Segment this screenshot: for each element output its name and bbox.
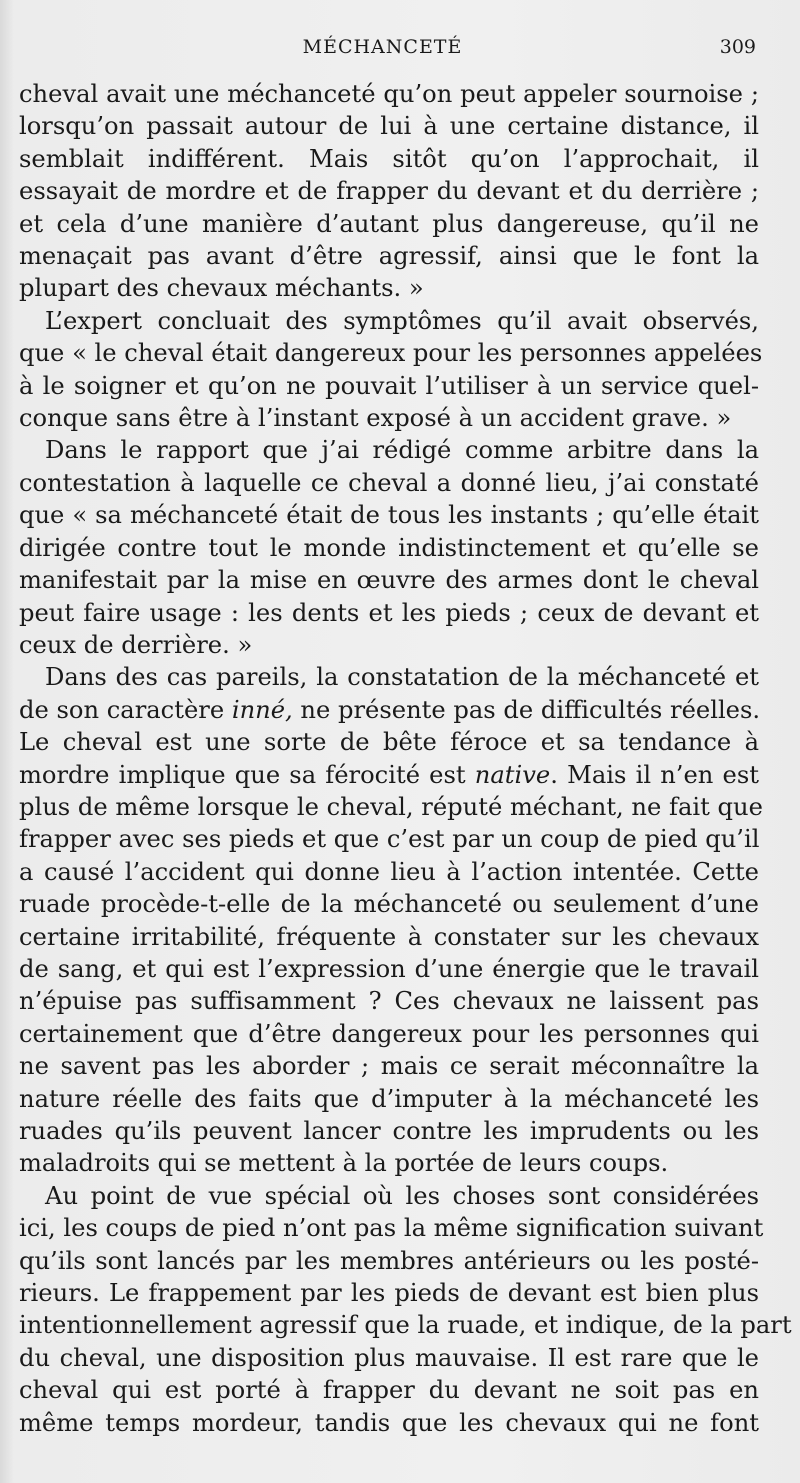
page-number: 309 [719, 36, 756, 58]
text-line: qu’ils sont lancés par les membres antérieurs ou les posté- [19, 1246, 759, 1275]
text-line: L’expert concluait des symptômes qu’il avait observés, [45, 306, 759, 335]
text-line: cheval qui est porté à frapper du devant ne soit pas en [19, 1376, 759, 1405]
text-line: a causé l’accident qui donne lieu à l’action intentée. Cette [19, 857, 759, 886]
text-line: Le cheval est une sorte de bête féroce et sa tendance à [19, 728, 759, 757]
text-line: manifestait par la mise en œuvre des armes dont le cheval [19, 566, 759, 595]
text-line: plupart des chevaux méchants. » [19, 274, 424, 303]
text-line: que « sa méchanceté était de tous les instants ; qu’elle était [19, 501, 759, 530]
text-line: de sang, et qui est l’expression d’une énergie que le travail [19, 954, 759, 983]
text-line: frapper avec ses pieds et que c’est par un coup de pied qu’il [19, 825, 760, 854]
text-line: maladroits qui se mettent à la portée de leurs coups. [19, 1149, 669, 1178]
body-text [19, 78, 792, 1439]
text-line: certainement que d’être dangereux pour les personnes qui [19, 1019, 759, 1048]
text-line: contestation à laquelle ce cheval a donné lieu, j’ai constaté [19, 468, 759, 497]
text-line: plus de même lorsque le cheval, réputé méchant, ne fait que [19, 792, 763, 821]
text-line: du cheval, une disposition plus mauvaise. Il est rare que le [19, 1343, 759, 1372]
text-line: peut faire usage : les dents et les pieds ; ceux de devant et [19, 598, 759, 627]
text-line: ici, les coups de pied n’ont pas la même signification suivant [19, 1214, 764, 1243]
paragraph [19, 661, 763, 1180]
text-line: ne savent pas les aborder ; mais ce serait méconnaître la [19, 1052, 759, 1081]
text-line: Au point de vue spécial où les choses sont considérées [45, 1181, 759, 1210]
text-line: essayait de mordre et de frapper du devant et du derrière ; [19, 177, 759, 206]
text-line: lorsqu’on passait autour de lui à une certaine distance, il [19, 112, 759, 141]
text-line: ceux de derrière. » [19, 630, 253, 659]
running-title: MÉCHANCETÉ [302, 36, 463, 58]
text-line: de son caractère inné, ne présente pas de difficultés réelles. [19, 695, 761, 724]
text-line: menaçait pas avant d’être agressif, ainsi que le font la [19, 242, 759, 271]
text-line: dirigée contre tout le monde indistinctement et qu’elle se [19, 533, 759, 562]
text-line: rieurs. Le frappement par les pieds de devant est bien plus [19, 1279, 759, 1308]
page-header [0, 36, 800, 66]
text-line: à le soigner et qu’on ne pouvait l’utiliser à un service quel- [19, 371, 759, 400]
paragraph [19, 78, 759, 305]
text-line: certaine irritabilité, fréquente à constater sur les chevaux [19, 922, 759, 951]
paragraph [19, 305, 763, 435]
text-line: conque sans être à l’instant exposé à un accident grave. » [19, 404, 732, 433]
text-line: Dans le rapport que j’ai rédigé comme arbitre dans la [45, 436, 759, 465]
text-line: semblait indifférent. Mais sitôt qu’on l’approchait, il [19, 144, 759, 173]
text-line: mordre implique que sa férocité est native. Mais il n’en est [19, 760, 760, 789]
paragraph [19, 1180, 792, 1439]
text-line: ruades qu’ils peuvent lancer contre les imprudents ou les [19, 1117, 759, 1145]
text-line: cheval avait une méchanceté qu’on peut appeler sournoise ; [19, 80, 759, 108]
text-line: et cela d’une manière d’autant plus dangereuse, qu’il ne [19, 209, 759, 238]
text-line: que « le cheval était dangereux pour les personnes appelées [19, 339, 763, 368]
text-line: n’épuise pas suffisamment ? Ces chevaux ne laissent pas [19, 987, 759, 1016]
text-line: nature réelle des faits que d’imputer à la méchanceté les [19, 1084, 759, 1113]
text-line: Dans des cas pareils, la constatation de la méchanceté et [45, 663, 759, 692]
text-line: ruade procède-t-elle de la méchanceté ou seulement d’une [19, 890, 759, 919]
paragraph [19, 434, 759, 661]
text-line: même temps mordeur, tandis que les chevaux qui ne font [19, 1408, 759, 1437]
text-line: intentionnellement agressif que la ruade, et indique, de la part [19, 1311, 792, 1340]
